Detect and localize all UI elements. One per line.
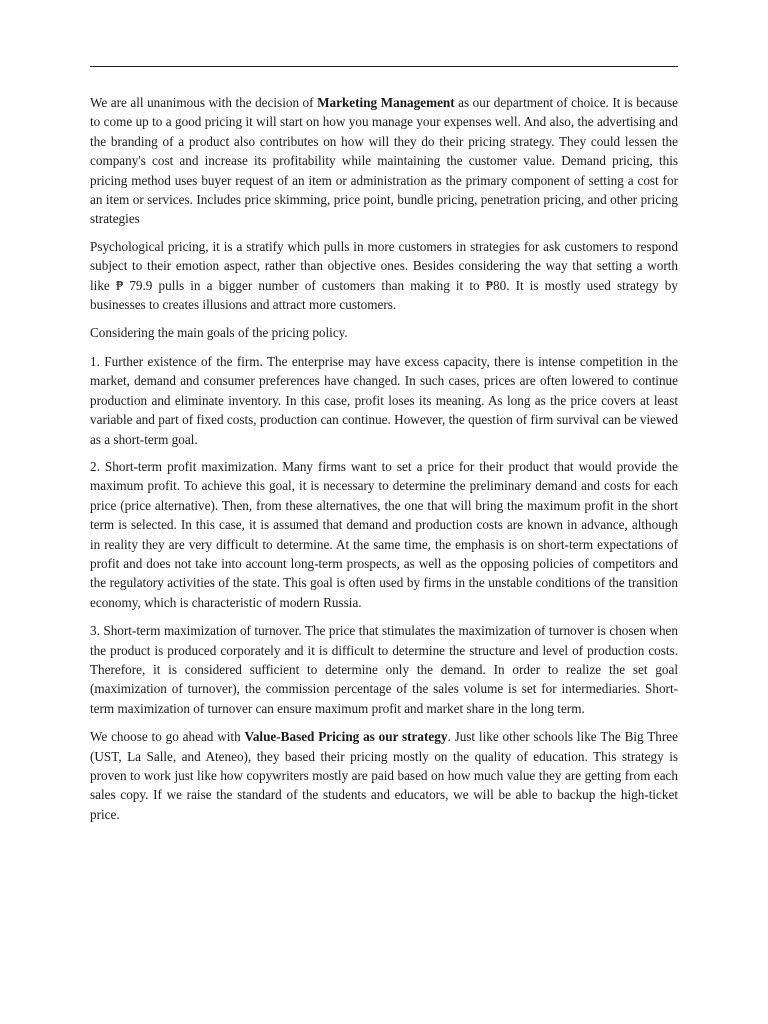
paragraph-goals-intro: Considering the main goals of the pricing policy. [90, 325, 348, 341]
paragraph-goal-3: 3. Short-term maximization of turnover. The price that stimulates the maximization of turnover is chosen when the product is produced corporately and it is difficult to determine the structure and level of production costs. Therefore, it is considered sufficient to determine only the demand. In order to realize the set goal (maximization of turnover), the commission percentage of the sales volume is set for intermediaries. Short-term maximization of turnover can ensure maximum profit and market share in the long term. [90, 623, 678, 716]
paragraph-text: as our department of choice. It is because to come up to a good pricing it will start on how you manage your expenses well. And also, the advertising and the branding of a product also contributes on how will they do their pricing strategy. They could lessen the company's cost and increase its profitability while maintaining the customer value. Demand pricing, this pricing method uses buyer request of an item or administration as the primary component of setting a cost for an item or services. Includes price skimming, price point, bundle pricing, penetration pricing, and other pricing strategies [90, 95, 678, 227]
paragraph-goal-1: 1. Further existence of the firm. The enterprise may have excess capacity, there is intense competition in the market, demand and consumer preferences have changed. In such cases, prices are often lowered to continue production and eliminate inventory. In this case, profit loses its meaning. As long as the price covers at least variable and part of fixed costs, production can continue. However, the question of firm survival can be viewed as a short-term goal. [90, 353, 678, 447]
paragraph-text: We choose to go ahead with [90, 729, 245, 745]
paragraph-value-based-pricing [90, 727, 678, 824]
paragraph-marketing-management [90, 93, 678, 229]
top-rule [90, 66, 678, 67]
paragraph-text: We are all unanimous with the decision of [90, 95, 318, 110]
document-page [90, 66, 678, 832]
bold-phrase: Marketing Management [317, 95, 455, 110]
paragraph-psychological-pricing: Psychological pricing, it is a stratify which pulls in more customers in strategies for ask customers to respond subject to their emotion aspect, rather than objective ones. Besides considering the way that setting a worth like ₱ 79.9 pulls in a bigger number of customers than making it to ₱80. It is mostly used strategy by businesses to creates illusions and attract more customers. [90, 238, 678, 313]
paragraph-goal-2: 2. Short-term profit maximization. Many firms want to set a price for their product that would provide the maximum profit. To achieve this goal, it is necessary to determine the preliminary demand and costs for each price (price alternative). Then, from these alternatives, the one that will bring the maximum profit in the short term is selected. In this case, it is assumed that demand and production costs are known in advance, although in reality they are very difficult to determine. At the same time, the emphasis is on short-term expectations of profit and does not take into account long-term prospects, as well as the opposing policies of competitors and the regulatory activities of the state. This goal is often used by firms in the unstable conditions of the transition economy, which is characteristic of modern Russia. [90, 458, 678, 610]
paragraph-text: . Just like other schools like The Big Three (UST, La Salle, and Ateneo), they based their pricing mostly on the quality of education. This strategy is proven to work just like how copywriters mostly are paid based on how much value they are getting from each sales copy. If we raise the standard of the students and educators, we will be able to backup the high-ticket price. [90, 729, 678, 822]
bold-phrase: Value-Based Pricing as our strategy [244, 729, 448, 745]
